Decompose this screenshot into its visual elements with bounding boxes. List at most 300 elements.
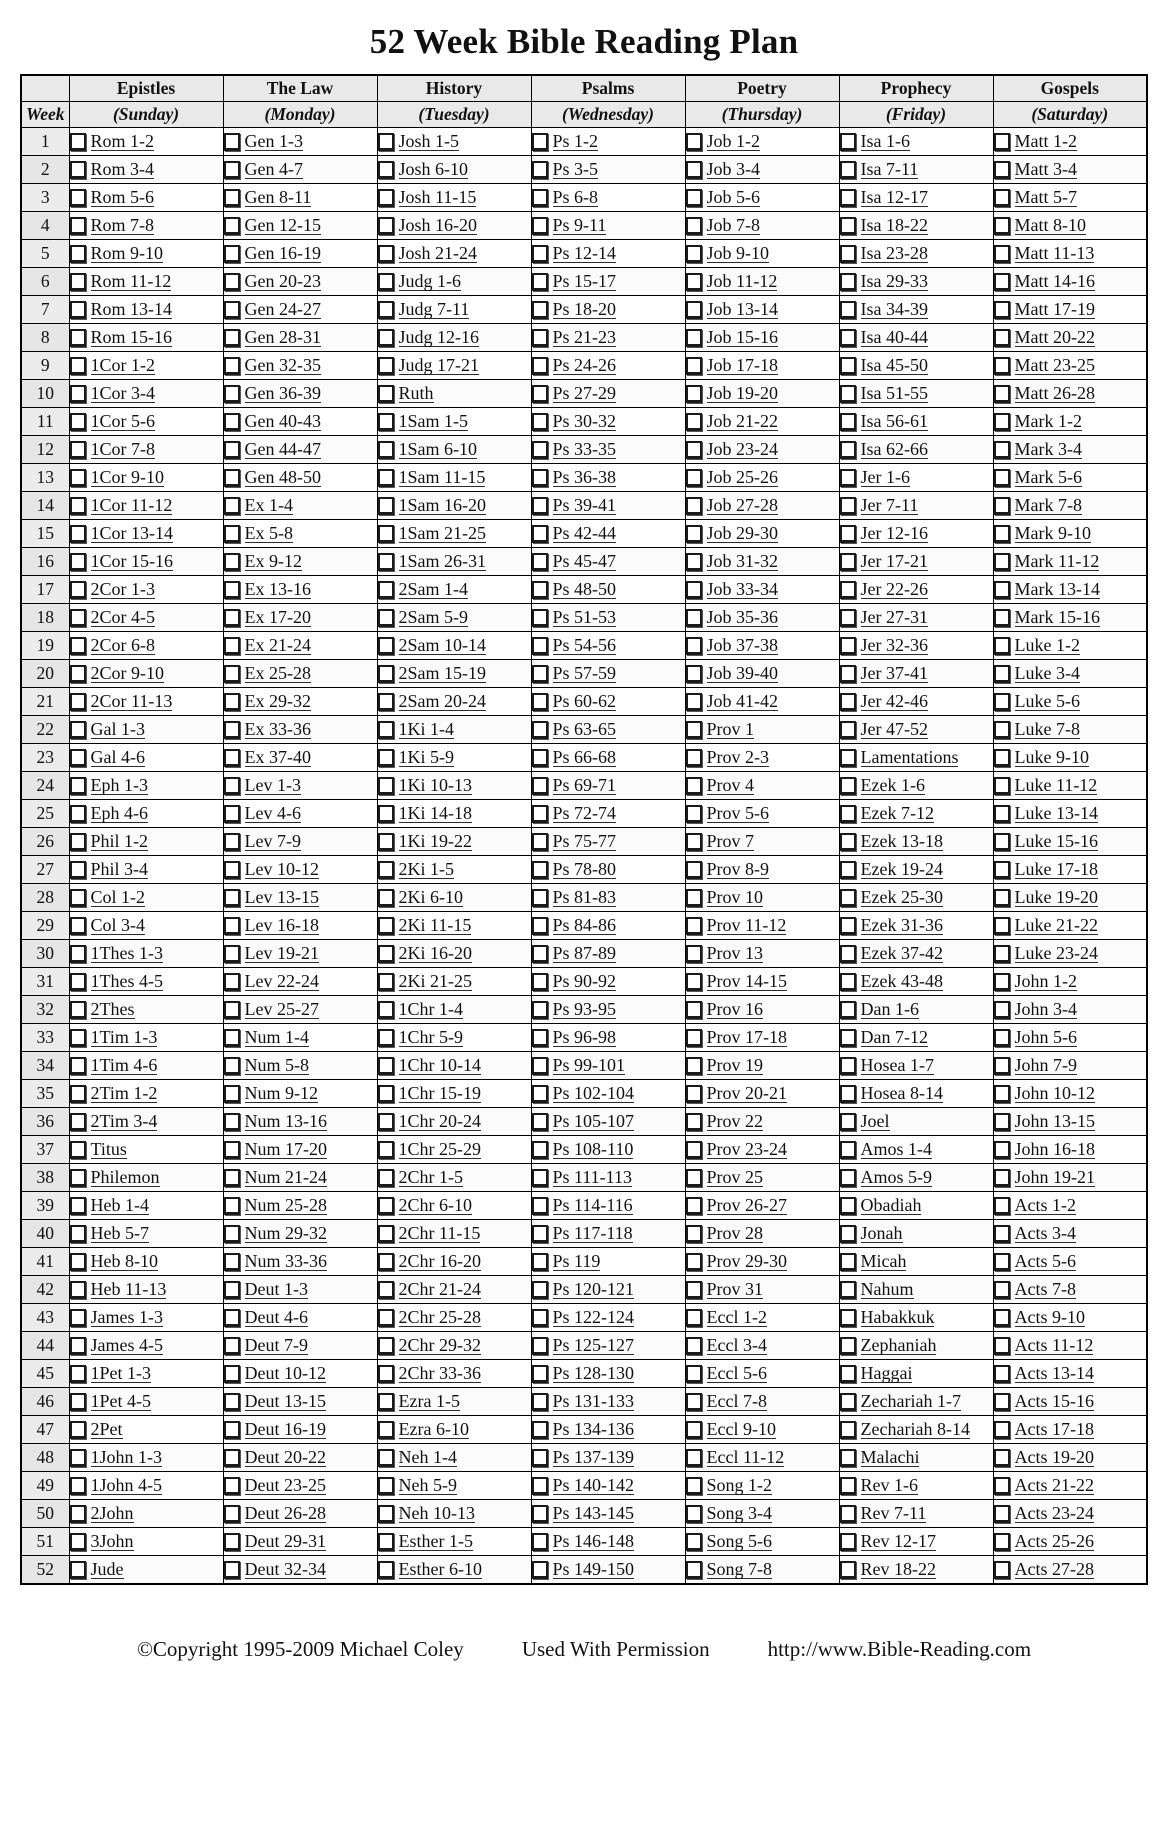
reading-cell[interactable]	[69, 128, 223, 156]
checkbox-icon[interactable]	[840, 1085, 856, 1103]
reading-cell[interactable]	[69, 940, 223, 968]
reading-cell[interactable]	[685, 1248, 839, 1276]
reading-cell[interactable]	[377, 464, 531, 492]
checkbox-icon[interactable]	[840, 1253, 856, 1271]
checkbox-icon[interactable]	[994, 1113, 1010, 1131]
reading-cell[interactable]	[69, 1304, 223, 1332]
reading-cell[interactable]	[685, 632, 839, 660]
checkbox-icon[interactable]	[994, 1365, 1010, 1383]
checkbox-icon[interactable]	[994, 693, 1010, 711]
checkbox-icon[interactable]	[532, 1477, 548, 1495]
reading-cell[interactable]	[993, 212, 1147, 240]
checkbox-icon[interactable]	[378, 189, 394, 207]
checkbox-icon[interactable]	[378, 357, 394, 375]
reading-cell[interactable]	[993, 1192, 1147, 1220]
checkbox-icon[interactable]	[686, 1393, 702, 1411]
checkbox-icon[interactable]	[532, 805, 548, 823]
reading-cell[interactable]	[685, 156, 839, 184]
checkbox-icon[interactable]	[840, 1057, 856, 1075]
reading-cell[interactable]	[839, 1500, 993, 1528]
checkbox-icon[interactable]	[70, 525, 86, 543]
reading-cell[interactable]	[839, 632, 993, 660]
checkbox-icon[interactable]	[378, 1365, 394, 1383]
checkbox-icon[interactable]	[994, 1505, 1010, 1523]
reading-cell[interactable]	[377, 324, 531, 352]
reading-cell[interactable]	[377, 436, 531, 464]
reading-cell[interactable]	[531, 408, 685, 436]
reading-cell[interactable]	[839, 1472, 993, 1500]
checkbox-icon[interactable]	[686, 385, 702, 403]
reading-cell[interactable]	[685, 884, 839, 912]
reading-cell[interactable]	[223, 828, 377, 856]
checkbox-icon[interactable]	[378, 1281, 394, 1299]
reading-cell[interactable]	[685, 492, 839, 520]
reading-cell[interactable]	[531, 464, 685, 492]
checkbox-icon[interactable]	[686, 1029, 702, 1047]
reading-cell[interactable]	[377, 520, 531, 548]
reading-cell[interactable]	[531, 1332, 685, 1360]
reading-cell[interactable]	[223, 1388, 377, 1416]
checkbox-icon[interactable]	[224, 413, 240, 431]
reading-cell[interactable]	[377, 1052, 531, 1080]
checkbox-icon[interactable]	[70, 329, 86, 347]
reading-cell[interactable]	[223, 1304, 377, 1332]
reading-cell[interactable]	[993, 1276, 1147, 1304]
checkbox-icon[interactable]	[70, 1281, 86, 1299]
reading-cell[interactable]	[993, 1024, 1147, 1052]
checkbox-icon[interactable]	[994, 945, 1010, 963]
reading-cell[interactable]	[223, 604, 377, 632]
checkbox-icon[interactable]	[994, 357, 1010, 375]
reading-cell[interactable]	[223, 1220, 377, 1248]
reading-cell[interactable]	[377, 240, 531, 268]
reading-cell[interactable]	[531, 1388, 685, 1416]
reading-cell[interactable]	[223, 800, 377, 828]
checkbox-icon[interactable]	[70, 273, 86, 291]
checkbox-icon[interactable]	[994, 1085, 1010, 1103]
checkbox-icon[interactable]	[70, 1085, 86, 1103]
checkbox-icon[interactable]	[224, 525, 240, 543]
reading-cell[interactable]	[531, 660, 685, 688]
reading-cell[interactable]	[993, 1528, 1147, 1556]
reading-cell[interactable]	[993, 1248, 1147, 1276]
reading-cell[interactable]	[223, 772, 377, 800]
reading-cell[interactable]	[685, 184, 839, 212]
reading-cell[interactable]	[531, 884, 685, 912]
reading-cell[interactable]	[685, 1472, 839, 1500]
checkbox-icon[interactable]	[378, 917, 394, 935]
checkbox-icon[interactable]	[994, 525, 1010, 543]
reading-cell[interactable]	[685, 268, 839, 296]
checkbox-icon[interactable]	[532, 1393, 548, 1411]
reading-cell[interactable]	[839, 604, 993, 632]
reading-cell[interactable]	[993, 660, 1147, 688]
checkbox-icon[interactable]	[70, 469, 86, 487]
checkbox-icon[interactable]	[686, 889, 702, 907]
checkbox-icon[interactable]	[378, 749, 394, 767]
reading-cell[interactable]	[377, 1416, 531, 1444]
checkbox-icon[interactable]	[378, 1393, 394, 1411]
reading-cell[interactable]	[377, 1220, 531, 1248]
checkbox-icon[interactable]	[70, 1365, 86, 1383]
reading-cell[interactable]	[531, 436, 685, 464]
reading-cell[interactable]	[531, 604, 685, 632]
reading-cell[interactable]	[69, 576, 223, 604]
reading-cell[interactable]	[69, 1472, 223, 1500]
reading-cell[interactable]	[839, 1220, 993, 1248]
reading-cell[interactable]	[685, 744, 839, 772]
checkbox-icon[interactable]	[70, 1113, 86, 1131]
checkbox-icon[interactable]	[378, 469, 394, 487]
checkbox-icon[interactable]	[840, 189, 856, 207]
reading-cell[interactable]	[377, 688, 531, 716]
reading-cell[interactable]	[685, 1164, 839, 1192]
checkbox-icon[interactable]	[378, 133, 394, 151]
checkbox-icon[interactable]	[378, 1085, 394, 1103]
reading-cell[interactable]	[69, 492, 223, 520]
reading-cell[interactable]	[839, 128, 993, 156]
reading-cell[interactable]	[531, 856, 685, 884]
checkbox-icon[interactable]	[224, 1253, 240, 1271]
reading-cell[interactable]	[377, 744, 531, 772]
reading-cell[interactable]	[69, 212, 223, 240]
checkbox-icon[interactable]	[532, 609, 548, 627]
checkbox-icon[interactable]	[70, 945, 86, 963]
checkbox-icon[interactable]	[378, 777, 394, 795]
checkbox-icon[interactable]	[840, 973, 856, 991]
reading-cell[interactable]	[69, 408, 223, 436]
checkbox-icon[interactable]	[686, 1533, 702, 1551]
checkbox-icon[interactable]	[840, 861, 856, 879]
reading-cell[interactable]	[839, 828, 993, 856]
reading-cell[interactable]	[69, 324, 223, 352]
reading-cell[interactable]	[685, 212, 839, 240]
reading-cell[interactable]	[69, 744, 223, 772]
reading-cell[interactable]	[377, 548, 531, 576]
checkbox-icon[interactable]	[224, 441, 240, 459]
reading-cell[interactable]	[377, 632, 531, 660]
checkbox-icon[interactable]	[532, 1169, 548, 1187]
reading-cell[interactable]	[377, 1332, 531, 1360]
checkbox-icon[interactable]	[840, 469, 856, 487]
checkbox-icon[interactable]	[994, 497, 1010, 515]
reading-cell[interactable]	[377, 716, 531, 744]
reading-cell[interactable]	[685, 576, 839, 604]
checkbox-icon[interactable]	[994, 553, 1010, 571]
reading-cell[interactable]	[531, 1052, 685, 1080]
reading-cell[interactable]	[69, 800, 223, 828]
checkbox-icon[interactable]	[70, 1169, 86, 1187]
reading-cell[interactable]	[69, 1136, 223, 1164]
reading-cell[interactable]	[377, 1136, 531, 1164]
reading-cell[interactable]	[531, 1192, 685, 1220]
checkbox-icon[interactable]	[686, 1449, 702, 1467]
reading-cell[interactable]	[993, 1444, 1147, 1472]
checkbox-icon[interactable]	[686, 833, 702, 851]
checkbox-icon[interactable]	[70, 161, 86, 179]
checkbox-icon[interactable]	[994, 805, 1010, 823]
checkbox-icon[interactable]	[994, 1281, 1010, 1299]
checkbox-icon[interactable]	[840, 217, 856, 235]
reading-cell[interactable]	[993, 744, 1147, 772]
checkbox-icon[interactable]	[224, 301, 240, 319]
checkbox-icon[interactable]	[70, 1057, 86, 1075]
checkbox-icon[interactable]	[70, 1421, 86, 1439]
checkbox-icon[interactable]	[686, 1057, 702, 1075]
reading-cell[interactable]	[531, 1276, 685, 1304]
checkbox-icon[interactable]	[224, 861, 240, 879]
checkbox-icon[interactable]	[994, 1001, 1010, 1019]
reading-cell[interactable]	[69, 996, 223, 1024]
reading-cell[interactable]	[223, 912, 377, 940]
reading-cell[interactable]	[993, 184, 1147, 212]
checkbox-icon[interactable]	[70, 917, 86, 935]
checkbox-icon[interactable]	[70, 833, 86, 851]
reading-cell[interactable]	[223, 1332, 377, 1360]
reading-cell[interactable]	[377, 968, 531, 996]
checkbox-icon[interactable]	[532, 329, 548, 347]
checkbox-icon[interactable]	[224, 945, 240, 963]
checkbox-icon[interactable]	[686, 357, 702, 375]
checkbox-icon[interactable]	[532, 189, 548, 207]
checkbox-icon[interactable]	[224, 1421, 240, 1439]
checkbox-icon[interactable]	[224, 497, 240, 515]
reading-cell[interactable]	[377, 156, 531, 184]
reading-cell[interactable]	[839, 1164, 993, 1192]
reading-cell[interactable]	[685, 968, 839, 996]
reading-cell[interactable]	[223, 212, 377, 240]
reading-cell[interactable]	[531, 352, 685, 380]
reading-cell[interactable]	[223, 996, 377, 1024]
reading-cell[interactable]	[69, 184, 223, 212]
reading-cell[interactable]	[685, 772, 839, 800]
checkbox-icon[interactable]	[224, 1225, 240, 1243]
reading-cell[interactable]	[685, 1416, 839, 1444]
reading-cell[interactable]	[839, 940, 993, 968]
reading-cell[interactable]	[377, 1500, 531, 1528]
checkbox-icon[interactable]	[686, 861, 702, 879]
checkbox-icon[interactable]	[994, 1533, 1010, 1551]
reading-cell[interactable]	[531, 296, 685, 324]
reading-cell[interactable]	[685, 240, 839, 268]
checkbox-icon[interactable]	[840, 1421, 856, 1439]
reading-cell[interactable]	[839, 1248, 993, 1276]
reading-cell[interactable]	[69, 1080, 223, 1108]
checkbox-icon[interactable]	[532, 749, 548, 767]
reading-cell[interactable]	[993, 352, 1147, 380]
reading-cell[interactable]	[69, 884, 223, 912]
reading-cell[interactable]	[377, 1388, 531, 1416]
reading-cell[interactable]	[223, 716, 377, 744]
checkbox-icon[interactable]	[378, 273, 394, 291]
reading-cell[interactable]	[839, 1556, 993, 1585]
checkbox-icon[interactable]	[224, 889, 240, 907]
checkbox-icon[interactable]	[840, 357, 856, 375]
reading-cell[interactable]	[377, 828, 531, 856]
reading-cell[interactable]	[993, 604, 1147, 632]
checkbox-icon[interactable]	[532, 721, 548, 739]
checkbox-icon[interactable]	[686, 945, 702, 963]
reading-cell[interactable]	[993, 828, 1147, 856]
reading-cell[interactable]	[993, 968, 1147, 996]
checkbox-icon[interactable]	[840, 1309, 856, 1327]
checkbox-icon[interactable]	[686, 1365, 702, 1383]
checkbox-icon[interactable]	[686, 1505, 702, 1523]
reading-cell[interactable]	[223, 1444, 377, 1472]
reading-cell[interactable]	[69, 1444, 223, 1472]
checkbox-icon[interactable]	[532, 217, 548, 235]
reading-cell[interactable]	[377, 184, 531, 212]
checkbox-icon[interactable]	[994, 833, 1010, 851]
reading-cell[interactable]	[531, 156, 685, 184]
checkbox-icon[interactable]	[994, 1337, 1010, 1355]
checkbox-icon[interactable]	[532, 441, 548, 459]
reading-cell[interactable]	[223, 1276, 377, 1304]
checkbox-icon[interactable]	[378, 1561, 394, 1579]
reading-cell[interactable]	[839, 1080, 993, 1108]
checkbox-icon[interactable]	[532, 861, 548, 879]
checkbox-icon[interactable]	[378, 1169, 394, 1187]
checkbox-icon[interactable]	[378, 1057, 394, 1075]
reading-cell[interactable]	[531, 688, 685, 716]
reading-cell[interactable]	[839, 1108, 993, 1136]
reading-cell[interactable]	[993, 1388, 1147, 1416]
checkbox-icon[interactable]	[994, 609, 1010, 627]
checkbox-icon[interactable]	[532, 385, 548, 403]
reading-cell[interactable]	[531, 632, 685, 660]
reading-cell[interactable]	[839, 184, 993, 212]
checkbox-icon[interactable]	[532, 1085, 548, 1103]
checkbox-icon[interactable]	[378, 693, 394, 711]
checkbox-icon[interactable]	[840, 133, 856, 151]
checkbox-icon[interactable]	[70, 413, 86, 431]
checkbox-icon[interactable]	[378, 973, 394, 991]
checkbox-icon[interactable]	[994, 1029, 1010, 1047]
reading-cell[interactable]	[685, 828, 839, 856]
reading-cell[interactable]	[839, 548, 993, 576]
checkbox-icon[interactable]	[840, 301, 856, 319]
reading-cell[interactable]	[531, 996, 685, 1024]
checkbox-icon[interactable]	[224, 189, 240, 207]
reading-cell[interactable]	[839, 1332, 993, 1360]
checkbox-icon[interactable]	[840, 525, 856, 543]
reading-cell[interactable]	[377, 1108, 531, 1136]
reading-cell[interactable]	[69, 1164, 223, 1192]
reading-cell[interactable]	[685, 548, 839, 576]
reading-cell[interactable]	[685, 940, 839, 968]
reading-cell[interactable]	[993, 436, 1147, 464]
checkbox-icon[interactable]	[532, 1253, 548, 1271]
checkbox-icon[interactable]	[994, 1169, 1010, 1187]
reading-cell[interactable]	[69, 912, 223, 940]
checkbox-icon[interactable]	[224, 721, 240, 739]
checkbox-icon[interactable]	[378, 161, 394, 179]
reading-cell[interactable]	[993, 1556, 1147, 1585]
reading-cell[interactable]	[223, 184, 377, 212]
reading-cell[interactable]	[223, 856, 377, 884]
reading-cell[interactable]	[839, 996, 993, 1024]
checkbox-icon[interactable]	[994, 273, 1010, 291]
checkbox-icon[interactable]	[840, 1001, 856, 1019]
reading-cell[interactable]	[685, 660, 839, 688]
checkbox-icon[interactable]	[840, 1169, 856, 1187]
reading-cell[interactable]	[223, 1472, 377, 1500]
checkbox-icon[interactable]	[994, 1141, 1010, 1159]
reading-cell[interactable]	[531, 968, 685, 996]
reading-cell[interactable]	[223, 1416, 377, 1444]
reading-cell[interactable]	[993, 940, 1147, 968]
reading-cell[interactable]	[531, 1248, 685, 1276]
reading-cell[interactable]	[223, 1248, 377, 1276]
checkbox-icon[interactable]	[532, 1449, 548, 1467]
reading-cell[interactable]	[223, 520, 377, 548]
reading-cell[interactable]	[531, 548, 685, 576]
reading-cell[interactable]	[993, 1052, 1147, 1080]
reading-cell[interactable]	[531, 1220, 685, 1248]
checkbox-icon[interactable]	[70, 553, 86, 571]
reading-cell[interactable]	[531, 324, 685, 352]
reading-cell[interactable]	[377, 296, 531, 324]
reading-cell[interactable]	[377, 1024, 531, 1052]
checkbox-icon[interactable]	[532, 301, 548, 319]
checkbox-icon[interactable]	[224, 1001, 240, 1019]
reading-cell[interactable]	[839, 492, 993, 520]
checkbox-icon[interactable]	[532, 553, 548, 571]
reading-cell[interactable]	[531, 744, 685, 772]
reading-cell[interactable]	[685, 688, 839, 716]
reading-cell[interactable]	[685, 1136, 839, 1164]
checkbox-icon[interactable]	[840, 609, 856, 627]
reading-cell[interactable]	[839, 884, 993, 912]
checkbox-icon[interactable]	[70, 1029, 86, 1047]
reading-cell[interactable]	[531, 212, 685, 240]
checkbox-icon[interactable]	[840, 1113, 856, 1131]
reading-cell[interactable]	[223, 1528, 377, 1556]
checkbox-icon[interactable]	[224, 917, 240, 935]
reading-cell[interactable]	[531, 1472, 685, 1500]
checkbox-icon[interactable]	[532, 945, 548, 963]
checkbox-icon[interactable]	[994, 665, 1010, 683]
reading-cell[interactable]	[531, 800, 685, 828]
reading-cell[interactable]	[839, 856, 993, 884]
checkbox-icon[interactable]	[686, 777, 702, 795]
checkbox-icon[interactable]	[994, 133, 1010, 151]
reading-cell[interactable]	[531, 1304, 685, 1332]
reading-cell[interactable]	[69, 1052, 223, 1080]
reading-cell[interactable]	[839, 436, 993, 464]
reading-cell[interactable]	[531, 1528, 685, 1556]
checkbox-icon[interactable]	[686, 1001, 702, 1019]
checkbox-icon[interactable]	[686, 581, 702, 599]
checkbox-icon[interactable]	[840, 385, 856, 403]
checkbox-icon[interactable]	[532, 1113, 548, 1131]
checkbox-icon[interactable]	[378, 441, 394, 459]
checkbox-icon[interactable]	[224, 1141, 240, 1159]
reading-cell[interactable]	[223, 1556, 377, 1585]
reading-cell[interactable]	[993, 576, 1147, 604]
reading-cell[interactable]	[839, 1304, 993, 1332]
reading-cell[interactable]	[993, 1108, 1147, 1136]
checkbox-icon[interactable]	[994, 1421, 1010, 1439]
reading-cell[interactable]	[839, 716, 993, 744]
checkbox-icon[interactable]	[532, 1281, 548, 1299]
checkbox-icon[interactable]	[686, 693, 702, 711]
checkbox-icon[interactable]	[994, 217, 1010, 235]
checkbox-icon[interactable]	[994, 1225, 1010, 1243]
reading-cell[interactable]	[531, 1136, 685, 1164]
checkbox-icon[interactable]	[994, 385, 1010, 403]
checkbox-icon[interactable]	[840, 693, 856, 711]
